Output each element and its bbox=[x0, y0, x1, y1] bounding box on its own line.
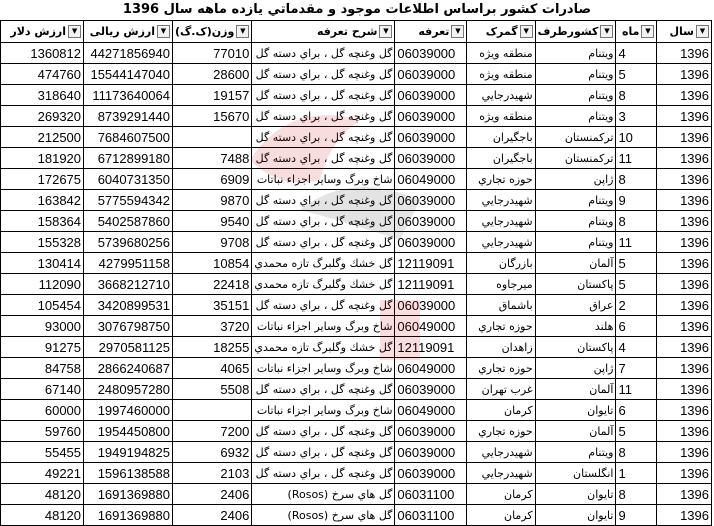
cell-tariff-desc[interactable]: گل وغنچه گل ، براي دسته گل bbox=[252, 463, 395, 484]
cell-dollar-value[interactable]: 212500 bbox=[1, 127, 84, 148]
table-row bbox=[1, 316, 712, 337]
cell-weight[interactable]: 7200 bbox=[173, 421, 252, 442]
cell-month[interactable]: 5 bbox=[616, 421, 657, 442]
cell-dollar-value[interactable]: 269320 bbox=[1, 106, 84, 127]
cell-dollar-value[interactable]: 181920 bbox=[1, 148, 84, 169]
cell-customs[interactable]: شهيدرجايي bbox=[467, 190, 535, 211]
cell-rial-value[interactable]: 5739680256 bbox=[84, 232, 173, 253]
cell-customs[interactable]: شهيدرجايي bbox=[467, 85, 535, 106]
table-row bbox=[1, 232, 712, 253]
cell-tariff-desc[interactable]: گل خشك وگلبرگ تازه محمدي bbox=[252, 253, 395, 274]
cell-dollar-value[interactable]: 1360812 bbox=[1, 43, 84, 64]
cell-rial-value[interactable]: 3668212710 bbox=[84, 274, 173, 295]
table-row bbox=[1, 400, 712, 421]
cell-country[interactable]: تركمنستان bbox=[535, 127, 616, 148]
cell-customs[interactable]: باجگيران bbox=[467, 148, 535, 169]
cell-tariff[interactable]: 12119091 bbox=[395, 253, 467, 274]
cell-customs[interactable]: شهيدرجايي bbox=[467, 442, 535, 463]
cell-country[interactable]: آلمان bbox=[535, 421, 616, 442]
cell-tariff[interactable]: 06039000 bbox=[395, 421, 467, 442]
cell-tariff[interactable]: 06049000 bbox=[395, 400, 467, 421]
cell-month[interactable]: 8 bbox=[616, 85, 657, 106]
cell-rial-value[interactable]: 4279951158 bbox=[84, 253, 173, 274]
cell-country[interactable]: ژاپن bbox=[535, 358, 616, 379]
cell-tariff-desc[interactable]: گل وغنچه گل ، براي دسته گل bbox=[252, 211, 395, 232]
cell-tariff[interactable]: 06039000 bbox=[395, 232, 467, 253]
cell-month[interactable]: 11 bbox=[616, 232, 657, 253]
cell-customs[interactable]: حوزه تجاري bbox=[467, 316, 535, 337]
cell-month[interactable]: 1 bbox=[616, 463, 657, 484]
cell-tariff-desc[interactable]: گل وغنچه گل ، براي دسته گل bbox=[252, 85, 395, 106]
table-row bbox=[1, 484, 712, 505]
filter-dropdown-icon[interactable]: ▼ bbox=[641, 25, 654, 38]
cell-country[interactable]: تايوان bbox=[535, 400, 616, 421]
cell-customs[interactable]: حوزه تجاري bbox=[467, 169, 535, 190]
cell-country[interactable]: آلمان bbox=[535, 379, 616, 400]
cell-year[interactable]: 1396 bbox=[657, 337, 712, 358]
cell-dollar-value[interactable]: 84758 bbox=[1, 358, 84, 379]
cell-customs[interactable]: شهيدرجايي bbox=[467, 211, 535, 232]
cell-year[interactable]: 1396 bbox=[657, 232, 712, 253]
cell-year[interactable]: 1396 bbox=[657, 316, 712, 337]
cell-rial-value[interactable]: 44271856940 bbox=[84, 43, 173, 64]
column-header-year[interactable]: ▼سال bbox=[657, 21, 712, 43]
cell-tariff[interactable]: 06049000 bbox=[395, 316, 467, 337]
cell-month[interactable]: 8 bbox=[616, 169, 657, 190]
cell-tariff-desc[interactable]: شاخ وبرگ وساير اجزاء نباتات bbox=[252, 169, 395, 190]
table-row bbox=[1, 211, 712, 232]
cell-country[interactable]: تركمنستان bbox=[535, 148, 616, 169]
table-row bbox=[1, 85, 712, 106]
table-row bbox=[1, 64, 712, 85]
cell-year[interactable]: 1396 bbox=[657, 442, 712, 463]
cell-rial-value[interactable]: 3076798750 bbox=[84, 316, 173, 337]
filter-dropdown-icon[interactable]: ▼ bbox=[236, 25, 249, 38]
cell-customs[interactable]: باجگيران bbox=[467, 127, 535, 148]
cell-month[interactable]: 6 bbox=[616, 400, 657, 421]
cell-dollar-value[interactable]: 55455 bbox=[1, 442, 84, 463]
cell-country[interactable]: تايوان bbox=[535, 484, 616, 505]
cell-month[interactable]: 3 bbox=[616, 106, 657, 127]
cell-weight[interactable]: 6909 bbox=[173, 169, 252, 190]
cell-weight[interactable]: 28600 bbox=[173, 64, 252, 85]
cell-tariff-desc[interactable]: گل هاي سرخ (Rosos) bbox=[252, 505, 395, 526]
cell-month[interactable]: 4 bbox=[616, 337, 657, 358]
cell-tariff-desc[interactable]: گل خشك وگلبرگ تازه محمدي bbox=[252, 274, 395, 295]
cell-customs[interactable]: زاهدان bbox=[467, 337, 535, 358]
column-header-weight[interactable]: ▼وزن(ک.گ) bbox=[173, 21, 252, 43]
cell-dollar-value[interactable]: 93000 bbox=[1, 316, 84, 337]
cell-tariff[interactable]: 06039000 bbox=[395, 190, 467, 211]
cell-country[interactable]: ويتنام bbox=[535, 85, 616, 106]
cell-tariff-desc[interactable]: شاخ وبرگ وساير اجزاء نباتات bbox=[252, 358, 395, 379]
cell-weight[interactable]: 15670 bbox=[173, 106, 252, 127]
cell-year[interactable]: 1396 bbox=[657, 148, 712, 169]
cell-dollar-value[interactable]: 60000 bbox=[1, 400, 84, 421]
cell-rial-value[interactable]: 1691369880 bbox=[84, 484, 173, 505]
cell-dollar-value[interactable]: 91275 bbox=[1, 337, 84, 358]
header-row bbox=[1, 21, 712, 43]
cell-year[interactable]: 1396 bbox=[657, 358, 712, 379]
table-row bbox=[1, 274, 712, 295]
filter-dropdown-icon[interactable]: ▼ bbox=[68, 25, 81, 38]
cell-rial-value[interactable]: 3420899531 bbox=[84, 295, 173, 316]
cell-year[interactable]: 1396 bbox=[657, 295, 712, 316]
cell-year[interactable]: 1396 bbox=[657, 274, 712, 295]
table-row bbox=[1, 295, 712, 316]
cell-tariff[interactable]: 06039000 bbox=[395, 127, 467, 148]
cell-weight[interactable]: 35151 bbox=[173, 295, 252, 316]
cell-customs[interactable]: باشماق bbox=[467, 295, 535, 316]
cell-tariff[interactable]: 06039000 bbox=[395, 85, 467, 106]
cell-tariff-desc[interactable]: گل وغنچه گل ، براي دسته گل bbox=[252, 64, 395, 85]
column-header-tariff[interactable]: ▼تعرفه bbox=[395, 21, 467, 43]
cell-rial-value[interactable]: 1954450800 bbox=[84, 421, 173, 442]
cell-year[interactable]: 1396 bbox=[657, 190, 712, 211]
cell-weight[interactable]: 2406 bbox=[173, 484, 252, 505]
cell-year[interactable]: 1396 bbox=[657, 421, 712, 442]
cell-year[interactable]: 1396 bbox=[657, 400, 712, 421]
filter-dropdown-icon[interactable]: ▼ bbox=[696, 25, 709, 38]
cell-weight[interactable]: 7488 bbox=[173, 148, 252, 169]
cell-month[interactable]: 5 bbox=[616, 253, 657, 274]
cell-year[interactable]: 1396 bbox=[657, 85, 712, 106]
cell-country[interactable]: ويتنام bbox=[535, 442, 616, 463]
cell-country[interactable]: ويتنام bbox=[535, 106, 616, 127]
column-header-rial-value[interactable]: ▼ارزش ريالی bbox=[84, 21, 173, 43]
cell-weight[interactable] bbox=[173, 127, 252, 148]
cell-country[interactable]: ويتنام bbox=[535, 232, 616, 253]
table-row bbox=[1, 442, 712, 463]
cell-rial-value[interactable]: 8739291440 bbox=[84, 106, 173, 127]
cell-customs[interactable]: غرب تهران bbox=[467, 379, 535, 400]
cell-year[interactable]: 1396 bbox=[657, 253, 712, 274]
filter-dropdown-icon[interactable]: ▼ bbox=[451, 25, 464, 38]
cell-dollar-value[interactable]: 48120 bbox=[1, 484, 84, 505]
column-header-dollar-value[interactable]: ▼ارزش دلار bbox=[1, 21, 84, 43]
cell-rial-value[interactable]: 2866240687 bbox=[84, 358, 173, 379]
cell-tariff-desc[interactable]: گل وغنچه گل ، براي دسته گل bbox=[252, 106, 395, 127]
cell-country[interactable]: ژاپن bbox=[535, 169, 616, 190]
table-row bbox=[1, 421, 712, 442]
cell-customs[interactable]: شهيدرجايي bbox=[467, 232, 535, 253]
page-title: صادرات کشور براساس اطلاعات موجود و مقدماتي يازده ماهه سال 1396 bbox=[122, 2, 592, 17]
cell-year[interactable]: 1396 bbox=[657, 64, 712, 85]
cell-dollar-value[interactable]: 155328 bbox=[1, 232, 84, 253]
cell-month[interactable]: 2 bbox=[616, 295, 657, 316]
cell-rial-value[interactable]: 1596138588 bbox=[84, 463, 173, 484]
cell-weight[interactable]: 2406 bbox=[173, 505, 252, 526]
cell-weight[interactable]: 2103 bbox=[173, 463, 252, 484]
cell-tariff[interactable]: 06039000 bbox=[395, 148, 467, 169]
column-header-month[interactable]: ▼ماه bbox=[616, 21, 657, 43]
cell-dollar-value[interactable]: 318640 bbox=[1, 85, 84, 106]
cell-month[interactable]: 4 bbox=[616, 43, 657, 64]
cell-country[interactable]: تايوان bbox=[535, 505, 616, 526]
cell-country[interactable]: ويتنام bbox=[535, 43, 616, 64]
cell-tariff-desc[interactable]: گل وغنچه گل ، براي دسته گل bbox=[252, 232, 395, 253]
cell-country[interactable]: پاكستان bbox=[535, 274, 616, 295]
cell-weight[interactable]: 77010 bbox=[173, 43, 252, 64]
export-table bbox=[0, 20, 712, 526]
filter-dropdown-icon[interactable]: ▼ bbox=[157, 25, 170, 38]
table-row bbox=[1, 127, 712, 148]
cell-year[interactable]: 1396 bbox=[657, 484, 712, 505]
filter-dropdown-icon[interactable]: ▼ bbox=[379, 25, 392, 38]
cell-month[interactable]: 6 bbox=[616, 316, 657, 337]
cell-tariff[interactable]: 06039000 bbox=[395, 64, 467, 85]
cell-tariff[interactable]: 12119091 bbox=[395, 337, 467, 358]
cell-customs[interactable]: كرمان bbox=[467, 484, 535, 505]
cell-tariff[interactable]: 06039000 bbox=[395, 295, 467, 316]
cell-tariff-desc[interactable]: شاخ وبرگ وساير اجزاء نباتات bbox=[252, 400, 395, 421]
cell-month[interactable]: 11 bbox=[616, 379, 657, 400]
cell-country[interactable]: انگلستان bbox=[535, 463, 616, 484]
cell-year[interactable]: 1396 bbox=[657, 463, 712, 484]
cell-tariff[interactable]: 06039000 bbox=[395, 379, 467, 400]
cell-dollar-value[interactable]: 163842 bbox=[1, 190, 84, 211]
table-row bbox=[1, 379, 712, 400]
cell-rial-value[interactable]: 2480957280 bbox=[84, 379, 173, 400]
cell-customs[interactable]: حوزه تجاري bbox=[467, 421, 535, 442]
cell-weight[interactable]: 9870 bbox=[173, 190, 252, 211]
cell-tariff-desc[interactable]: شاخ وبرگ وساير اجزاء نباتات bbox=[252, 316, 395, 337]
cell-tariff[interactable]: 06039000 bbox=[395, 43, 467, 64]
cell-dollar-value[interactable]: 59760 bbox=[1, 421, 84, 442]
table-row bbox=[1, 358, 712, 379]
cell-month[interactable]: 8 bbox=[616, 442, 657, 463]
cell-dollar-value[interactable]: 172675 bbox=[1, 169, 84, 190]
filter-dropdown-icon[interactable]: ▼ bbox=[600, 25, 613, 38]
cell-month[interactable]: 10 bbox=[616, 127, 657, 148]
cell-tariff[interactable]: 12119091 bbox=[395, 274, 467, 295]
cell-weight[interactable]: 9540 bbox=[173, 211, 252, 232]
cell-month[interactable]: 8 bbox=[616, 484, 657, 505]
cell-month[interactable]: 5 bbox=[616, 64, 657, 85]
table-row bbox=[1, 190, 712, 211]
cell-month[interactable]: 9 bbox=[616, 190, 657, 211]
cell-weight[interactable]: 4065 bbox=[173, 358, 252, 379]
cell-tariff-desc[interactable]: گل وغنچه گل ، براي دسته گل bbox=[252, 43, 395, 64]
cell-weight[interactable]: 9708 bbox=[173, 232, 252, 253]
cell-customs[interactable]: بازرگان bbox=[467, 253, 535, 274]
cell-rial-value[interactable]: 2970581125 bbox=[84, 337, 173, 358]
cell-customs[interactable]: كرمان bbox=[467, 400, 535, 421]
cell-customs[interactable]: منطقه ويژه bbox=[467, 106, 535, 127]
cell-tariff-desc[interactable]: گل وغنچه گل ، براي دسته گل bbox=[252, 190, 395, 211]
cell-dollar-value[interactable]: 48120 bbox=[1, 505, 84, 526]
cell-customs[interactable]: منطقه ويژه bbox=[467, 43, 535, 64]
cell-rial-value[interactable]: 1949194825 bbox=[84, 442, 173, 463]
cell-country[interactable]: عراق bbox=[535, 295, 616, 316]
cell-customs[interactable]: حوزه تجاري bbox=[467, 358, 535, 379]
cell-tariff[interactable]: 06049000 bbox=[395, 358, 467, 379]
cell-tariff[interactable]: 06039000 bbox=[395, 106, 467, 127]
cell-weight[interactable]: 5508 bbox=[173, 379, 252, 400]
cell-weight[interactable]: 18255 bbox=[173, 337, 252, 358]
cell-dollar-value[interactable]: 474760 bbox=[1, 64, 84, 85]
cell-dollar-value[interactable]: 67140 bbox=[1, 379, 84, 400]
table-row bbox=[1, 43, 712, 64]
cell-year[interactable]: 1396 bbox=[657, 379, 712, 400]
cell-tariff[interactable]: 06039000 bbox=[395, 442, 467, 463]
cell-dollar-value[interactable]: 49221 bbox=[1, 463, 84, 484]
cell-rial-value[interactable]: 1997460000 bbox=[84, 400, 173, 421]
cell-rial-value[interactable]: 1691369880 bbox=[84, 505, 173, 526]
cell-tariff-desc[interactable]: گل وغنچه گل ، براي دسته گل bbox=[252, 379, 395, 400]
cell-rial-value[interactable]: 5775594342 bbox=[84, 190, 173, 211]
cell-weight[interactable]: 6932 bbox=[173, 442, 252, 463]
cell-tariff-desc[interactable]: گل وغنچه گل ، براي دسته گل bbox=[252, 295, 395, 316]
cell-rial-value[interactable]: 5402587860 bbox=[84, 211, 173, 232]
cell-country[interactable]: هلند bbox=[535, 316, 616, 337]
cell-tariff[interactable]: 06031100 bbox=[395, 484, 467, 505]
cell-dollar-value[interactable]: 112090 bbox=[1, 274, 84, 295]
cell-rial-value[interactable]: 6712899180 bbox=[84, 148, 173, 169]
table-row bbox=[1, 253, 712, 274]
table-row bbox=[1, 505, 712, 526]
table-row bbox=[1, 148, 712, 169]
cell-rial-value[interactable]: 7684607500 bbox=[84, 127, 173, 148]
table-row bbox=[1, 169, 712, 190]
table-row bbox=[1, 337, 712, 358]
cell-rial-value[interactable]: 15544147040 bbox=[84, 64, 173, 85]
cell-tariff-desc[interactable]: گل وغنچه گل ، براي دسته گل bbox=[252, 148, 395, 169]
cell-tariff-desc[interactable]: گل وغنچه گل ، براي دسته گل bbox=[252, 442, 395, 463]
cell-weight[interactable] bbox=[173, 400, 252, 421]
cell-tariff-desc[interactable]: گل هاي سرخ (Rosos) bbox=[252, 484, 395, 505]
column-header-customs[interactable]: ▼گمرک bbox=[467, 21, 535, 43]
cell-customs[interactable]: شهيدرجايي bbox=[467, 463, 535, 484]
cell-customs[interactable]: ميرجاوه bbox=[467, 274, 535, 295]
cell-month[interactable]: 7 bbox=[616, 358, 657, 379]
cell-month[interactable]: 9 bbox=[616, 505, 657, 526]
cell-weight[interactable]: 3720 bbox=[173, 316, 252, 337]
cell-year[interactable]: 1396 bbox=[657, 43, 712, 64]
cell-rial-value[interactable]: 11173640064 bbox=[84, 85, 173, 106]
cell-dollar-value[interactable]: 158364 bbox=[1, 211, 84, 232]
cell-customs[interactable]: كرمان bbox=[467, 505, 535, 526]
cell-year[interactable]: 1396 bbox=[657, 505, 712, 526]
cell-year[interactable]: 1396 bbox=[657, 211, 712, 232]
cell-month[interactable]: 5 bbox=[616, 274, 657, 295]
cell-weight[interactable]: 10854 bbox=[173, 253, 252, 274]
column-header-country[interactable]: ▼کشورطرف bbox=[535, 21, 616, 43]
cell-tariff-desc[interactable]: گل خشك وگلبرگ تازه محمدي bbox=[252, 337, 395, 358]
cell-customs[interactable]: منطقه ويژه bbox=[467, 64, 535, 85]
cell-weight[interactable]: 22418 bbox=[173, 274, 252, 295]
cell-tariff-desc[interactable]: گل وغنچه گل ، براي دسته گل bbox=[252, 421, 395, 442]
cell-tariff[interactable]: 06049000 bbox=[395, 169, 467, 190]
cell-tariff[interactable]: 06031100 bbox=[395, 505, 467, 526]
cell-tariff[interactable]: 06039000 bbox=[395, 211, 467, 232]
filter-dropdown-icon[interactable]: ▼ bbox=[520, 25, 533, 38]
cell-dollar-value[interactable]: 105454 bbox=[1, 295, 84, 316]
table-row bbox=[1, 106, 712, 127]
cell-country[interactable]: پاكستان bbox=[535, 337, 616, 358]
cell-rial-value[interactable]: 6040731350 bbox=[84, 169, 173, 190]
cell-year[interactable]: 1396 bbox=[657, 127, 712, 148]
cell-weight[interactable]: 19157 bbox=[173, 85, 252, 106]
table-row bbox=[1, 463, 712, 484]
cell-country[interactable]: آلمان bbox=[535, 253, 616, 274]
cell-year[interactable]: 1396 bbox=[657, 169, 712, 190]
cell-tariff-desc[interactable]: گل وغنچه گل ، براي دسته گل bbox=[252, 127, 395, 148]
column-header-tariff-desc[interactable]: ▼شرح تعرفه bbox=[252, 21, 395, 43]
cell-dollar-value[interactable]: 130414 bbox=[1, 253, 84, 274]
cell-year[interactable]: 1396 bbox=[657, 106, 712, 127]
cell-country[interactable]: ويتنام bbox=[535, 64, 616, 85]
cell-month[interactable]: 8 bbox=[616, 211, 657, 232]
cell-country[interactable]: ويتنام bbox=[535, 190, 616, 211]
cell-tariff[interactable]: 06039000 bbox=[395, 463, 467, 484]
cell-country[interactable]: ويتنام bbox=[535, 211, 616, 232]
cell-month[interactable]: 11 bbox=[616, 148, 657, 169]
